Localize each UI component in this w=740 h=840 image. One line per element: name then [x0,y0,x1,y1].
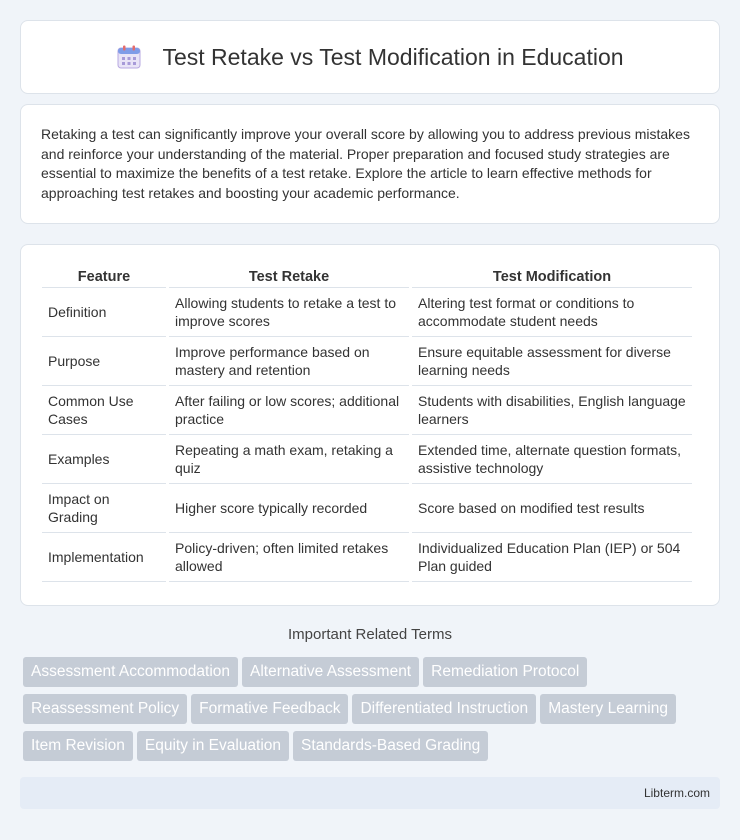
row-feature: Common Use Cases [42,386,166,435]
table-row [42,484,692,533]
header-feature: Feature [42,263,166,288]
table-row [42,435,692,484]
intro-card [20,104,720,224]
table-row [42,337,692,386]
row-modification: Extended time, alternate question formats, assistive technology [412,435,692,484]
row-retake: Policy-driven; often limited retakes allowed [169,533,409,582]
header-card [20,20,720,94]
row-retake: Repeating a math exam, retaking a quiz [169,435,409,484]
row-retake: Allowing students to retake a test to improve scores [169,288,409,337]
footer-site-link[interactable]: Libterm.com [643,786,710,800]
related-term-tag[interactable]: Item Revision [23,731,133,761]
row-feature: Impact on Grading [42,484,166,533]
related-term-tag[interactable]: Remediation Protocol [423,657,587,687]
row-feature: Implementation [42,533,166,582]
related-term-tag[interactable]: Reassessment Policy [23,694,187,724]
calendar-icon [116,44,142,70]
related-term-tag[interactable]: Assessment Accommodation [23,657,238,687]
related-term-tag[interactable]: Mastery Learning [540,694,676,724]
row-modification: Students with disabilities, English language learners [412,386,692,435]
row-modification: Individualized Education Plan (IEP) or 504 Plan guided [412,533,692,582]
row-retake: After failing or low scores; additional practice [169,386,409,435]
row-retake: Improve performance based on mastery and retention [169,337,409,386]
header-test-retake: Test Retake [169,263,409,288]
comparison-card [20,244,720,606]
related-term-tag[interactable]: Alternative Assessment [242,657,419,687]
row-modification: Score based on modified test results [412,484,692,533]
page-title: Test Retake vs Test Modification in Education [162,43,624,70]
related-term-tag[interactable]: Standards-Based Grading [293,731,488,761]
related-terms-title: Important Related Terms [288,626,452,643]
row-feature: Definition [42,288,166,337]
row-modification: Ensure equitable assessment for diverse learning needs [412,337,692,386]
row-feature: Examples [42,435,166,484]
row-modification: Altering test format or conditions to accommodate student needs [412,288,692,337]
table-header-row [42,263,692,288]
row-feature: Purpose [42,337,166,386]
related-terms-list [23,657,713,768]
header-test-modification: Test Modification [412,263,692,288]
related-term-tag[interactable]: Formative Feedback [191,694,348,724]
footer [20,777,720,809]
related-term-tag[interactable]: Equity in Evaluation [137,731,289,761]
related-term-tag[interactable]: Differentiated Instruction [352,694,536,724]
table-row [42,533,692,582]
table-row [42,386,692,435]
row-retake: Higher score typically recorded [169,484,409,533]
table-row [42,288,692,337]
intro-text: Retaking a test can significantly improve your overall score by allowing you to address previous mistakes and reinforce your understanding of the material. Proper preparation and focused study strategies are essential to maximize the benefits of a test retake. Explore the article to learn effective methods for approaching test retakes and boosting your academic performance. [41,126,690,201]
comparison-table [39,263,695,582]
